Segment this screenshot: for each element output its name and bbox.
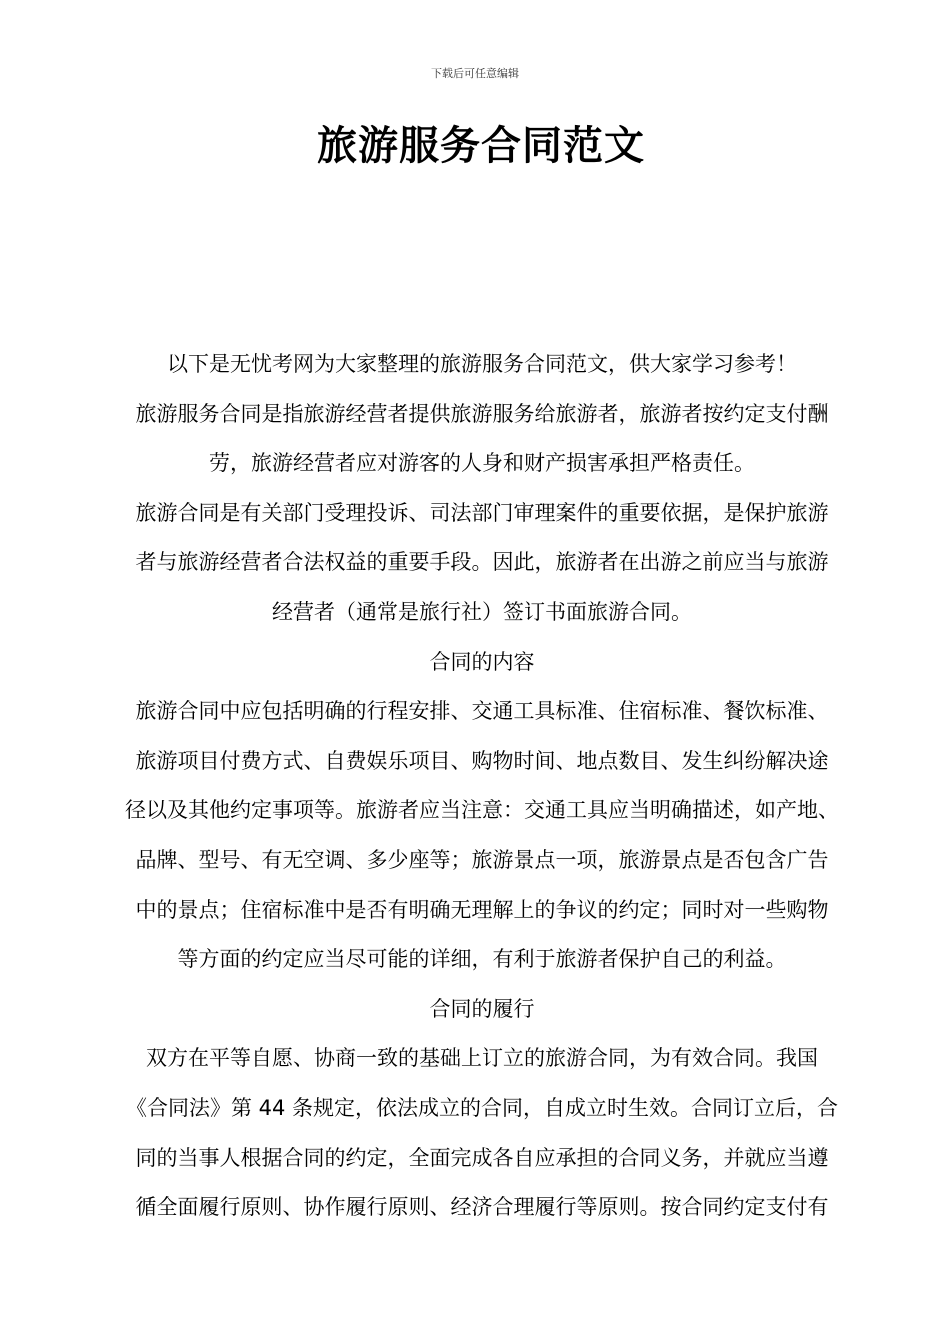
paragraph-content (112, 687, 852, 985)
paragraph-intro (112, 340, 852, 390)
text-line: 品牌、型号、有无空调、多少座等；旅游景点一项，旅游景点是否包含广告 (135, 847, 829, 872)
section-heading-content (112, 638, 852, 688)
text-line: 同的当事人根据合同的约定，全面完成各自应承担的合同义务，并就应当遵 (135, 1145, 829, 1170)
text-line: 径以及其他约定事项等。旅游者应当注意：交通工具应当明确描述，如产地、 (125, 798, 839, 823)
text-line: 旅游合同中应包括明确的行程安排、交通工具标准、住宿标准、餐饮标准、 (135, 699, 829, 724)
header-note: 下载后可任意编辑 (431, 67, 519, 80)
paragraph-performance (112, 1034, 852, 1232)
text-line: 旅游服务合同是指旅游经营者提供旅游服务给旅游者，旅游者按约定支付酬 (135, 401, 829, 426)
text-line: 经营者（通常是旅行社）签订书面旅游合同。 (272, 599, 692, 624)
paragraph-importance (112, 489, 852, 638)
heading-text: 合同的履行 (429, 996, 535, 1021)
section-heading-performance (112, 985, 852, 1035)
document-title: 旅游服务合同范文 (317, 123, 645, 169)
text-line: 旅游项目付费方式、自费娱乐项目、购物时间、地点数目、发生纠纷解决途 (135, 748, 829, 773)
text-line: 以下是无忧考网为大家整理的旅游服务合同范文，供大家学习参考！ (167, 352, 797, 376)
heading-text: 合同的内容 (429, 649, 535, 674)
text-line: 循全面履行原则、协作履行原则、经济合理履行等原则。按合同约定支付有 (135, 1195, 829, 1220)
paragraph-definition (112, 390, 852, 489)
text-line: 劳，旅游经营者应对游客的人身和财产损害承担严格责任。 (209, 451, 755, 476)
text-line: 等方面的约定应当尽可能的详细，有利于旅游者保护自己的利益。 (177, 947, 787, 972)
text-line: 中的景点；住宿标准中是否有明确无理解上的争议的约定；同时对一些购物 (135, 897, 829, 922)
text-line: 者与旅游经营者合法权益的重要手段。因此，旅游者在出游之前应当与旅游 (135, 550, 829, 575)
text-line: 双方在平等自愿、协商一致的基础上订立的旅游合同，为有效合同。我国 (146, 1046, 818, 1071)
document-body (112, 340, 852, 1233)
text-line: 《合同法》第 44 条规定，依法成立的合同，自成立时生效。合同订立后，合 (125, 1095, 839, 1120)
text-line: 旅游合同是有关部门受理投诉、司法部门审理案件的重要依据，是保护旅游 (135, 500, 829, 525)
